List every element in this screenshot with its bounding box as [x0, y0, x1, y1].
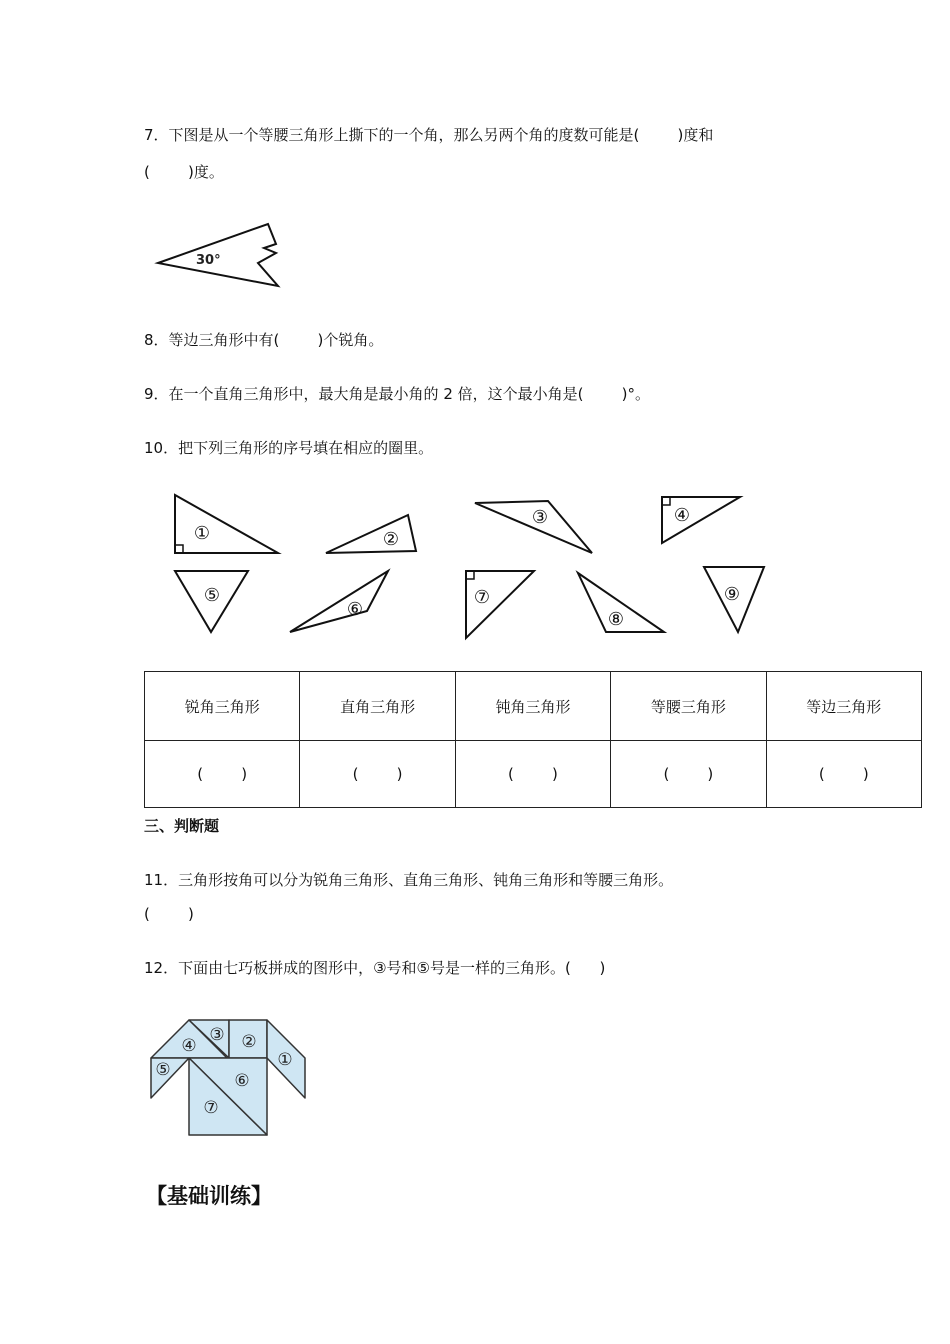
triangle-1 — [175, 495, 278, 553]
tangram-label-1: ① — [277, 1050, 293, 1070]
q11-line2: ( ) — [144, 905, 194, 923]
table-header-cell: 等腰三角形 — [611, 672, 766, 741]
classification-table — [144, 671, 922, 808]
tangram-label-3: ③ — [209, 1025, 225, 1045]
q10-text: 10．把下列三角形的序号填在相应的圈里。 — [144, 439, 434, 457]
q12-text: 12．下面由七巧板拼成的图形中，③号和⑤号是一样的三角形。( ) — [144, 959, 606, 977]
answer-blank[interactable]: ( ) — [145, 741, 300, 808]
angle-label: 30° — [196, 253, 221, 268]
triangle-label-2: ② — [382, 529, 400, 550]
table-answer-row — [145, 741, 922, 808]
answer-blank[interactable]: ( ) — [611, 741, 766, 808]
table-header-cell: 锐角三角形 — [145, 672, 300, 741]
tangram-label-4: ④ — [181, 1036, 197, 1056]
answer-blank[interactable]: ( ) — [766, 741, 921, 808]
q8-text: 8．等边三角形中有( )个锐角。 — [144, 331, 384, 349]
table-header-cell: 直角三角形 — [300, 672, 455, 741]
q9-text: 9．在一个直角三角形中，最大角是最小角的 2 倍，这个最小角是( )°。 — [144, 385, 650, 403]
tangram-label-5: ⑤ — [155, 1060, 171, 1080]
table-header-cell: 等边三角形 — [766, 672, 921, 741]
section-3-title: 三、判断题 — [144, 817, 220, 835]
triangle-label-7: ⑦ — [473, 587, 491, 608]
triangle-6 — [290, 571, 388, 632]
triangle-label-4: ④ — [673, 505, 691, 526]
triangle-label-8: ⑧ — [607, 609, 625, 630]
triangle-label-3: ③ — [531, 507, 549, 528]
triangle-label-5: ⑤ — [203, 585, 221, 606]
triangle-label-6: ⑥ — [346, 599, 364, 620]
triangle-label-1: ① — [193, 523, 211, 544]
triangles-figure — [150, 485, 780, 645]
tangram-figure — [145, 1015, 315, 1140]
table-header-row — [145, 672, 922, 741]
q7-line1: 7．下图是从一个等腰三角形上撕下的一个角，那么另两个角的度数可能是( )度和 — [144, 126, 714, 144]
q7-line2: ( )度。 — [144, 163, 224, 181]
basic-training-title: 【基础训练】 — [146, 1184, 272, 1208]
answer-blank[interactable]: ( ) — [300, 741, 455, 808]
tangram-label-2: ② — [241, 1032, 257, 1052]
tangram-label-6: ⑥ — [234, 1071, 250, 1091]
triangle-2 — [326, 515, 416, 553]
torn-angle-figure — [150, 218, 290, 293]
q11-line1: 11．三角形按角可以分为锐角三角形、直角三角形、钝角三角形和等腰三角形。 — [144, 871, 674, 889]
tangram-label-7: ⑦ — [203, 1098, 219, 1118]
answer-blank[interactable]: ( ) — [455, 741, 610, 808]
table-header-cell: 钝角三角形 — [455, 672, 610, 741]
triangle-label-9: ⑨ — [723, 584, 741, 605]
